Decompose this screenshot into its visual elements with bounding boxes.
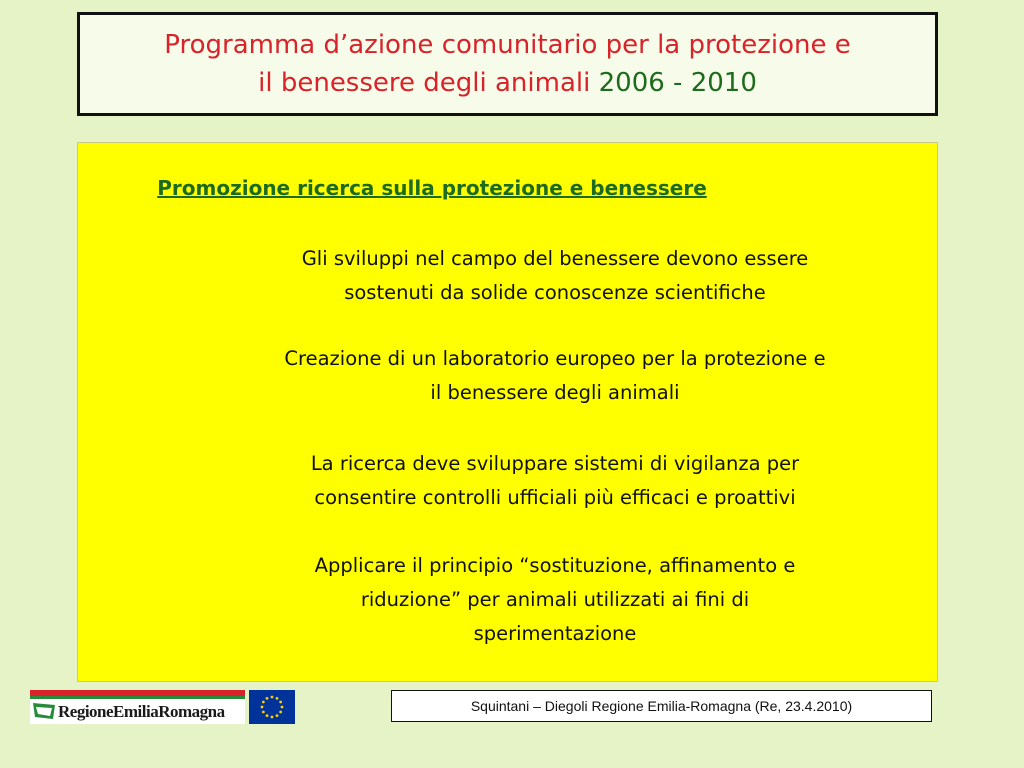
- eu-star: [276, 714, 279, 717]
- paragraph-line: riduzione” per animali utilizzati ai fini di: [360, 588, 750, 611]
- paragraph-line: Gli sviluppi nel campo del benessere devono essere: [301, 247, 809, 270]
- eu-star: [271, 716, 274, 719]
- slide-title-years: 2006 - 2010: [598, 68, 757, 98]
- eu-star: [261, 706, 264, 709]
- paragraph-line: Applicare il principio “sostituzione, affinamento e: [314, 554, 796, 577]
- paragraph-3r-principle: [185, 549, 925, 651]
- slide-title-line1: Programma d’azione comunitario per la protezione e: [164, 30, 851, 60]
- emilia-romagna-region-logo: [30, 690, 245, 724]
- eu-star: [262, 711, 265, 714]
- paragraph-surveillance-systems: [185, 447, 925, 515]
- eu-star: [276, 697, 279, 700]
- eu-flag-icon: [249, 690, 295, 724]
- paragraph-line: sperimentazione: [473, 622, 637, 645]
- section-heading: Promozione ricerca sulla protezione e benessere: [157, 176, 707, 200]
- slide-title-line2: [258, 64, 757, 102]
- region-logo-text: RegioneEmiliaRomagna: [58, 702, 225, 721]
- eu-star: [281, 706, 284, 709]
- footer-credit: [391, 690, 932, 722]
- paragraph-line: La ricerca deve sviluppare sistemi di vigilanza per: [310, 452, 800, 475]
- footer-credit-text: Squintani – Diegoli Regione Emilia-Romagna (Re, 23.4.2010): [470, 698, 853, 714]
- eu-star: [279, 711, 282, 714]
- paragraph-line: consentire controlli ufficiali più efficaci e proattivi: [314, 486, 796, 509]
- logo-green-stripe: [30, 696, 245, 699]
- eu-star: [266, 714, 269, 717]
- eu-star: [279, 701, 282, 704]
- eu-star: [266, 697, 269, 700]
- eu-star: [262, 701, 265, 704]
- paragraph-line: il benessere degli animali: [430, 381, 680, 404]
- paragraph-line: sostenuti da solide conoscenze scientifiche: [344, 281, 766, 304]
- paragraph-research-developments: [185, 242, 925, 310]
- slide-title-box: [77, 12, 938, 116]
- paragraph-line: Creazione di un laboratorio europeo per la protezione e: [284, 347, 826, 370]
- slide-title-subject: il benessere degli animali: [258, 68, 591, 98]
- region-emblem-icon: [32, 701, 56, 721]
- paragraph-european-laboratory: [185, 342, 925, 410]
- eu-star: [271, 696, 274, 699]
